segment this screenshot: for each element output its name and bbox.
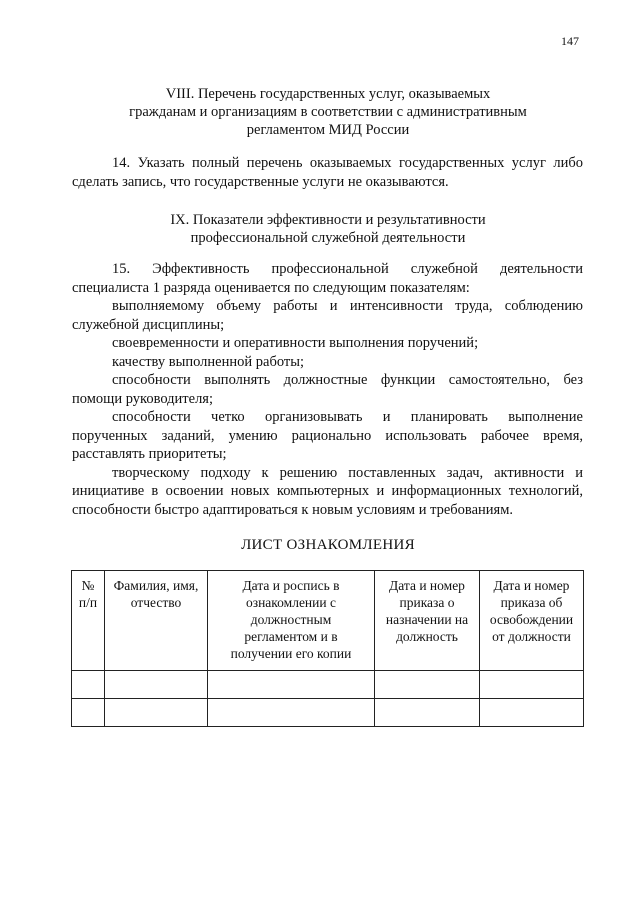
section-8-heading bbox=[60, 85, 596, 139]
header-line: ознакомлении с bbox=[246, 595, 336, 610]
header-line: отчество bbox=[130, 595, 182, 610]
acknowledgement-title: ЛИСТ ОЗНАКОМЛЕНИЯ bbox=[241, 537, 415, 553]
header-line: Дата и номер bbox=[493, 578, 570, 593]
heading-line: регламентом МИД России bbox=[246, 122, 410, 138]
table-cell bbox=[480, 671, 584, 699]
paragraph-line: способности выполнять должностные функции самостоятельно, без bbox=[112, 372, 583, 388]
header-line: Дата и роспись в bbox=[242, 578, 340, 593]
header-line: должность bbox=[396, 629, 458, 644]
page-number: 147 bbox=[561, 34, 579, 48]
header-line: п/п bbox=[78, 595, 98, 610]
paragraph-line: 15. Эффективность профессиональной служебной деятельности bbox=[112, 261, 583, 277]
heading-line: профессиональной служебной деятельности bbox=[190, 230, 466, 246]
header-line: назначении на bbox=[385, 612, 469, 627]
header-line: от должности bbox=[492, 629, 571, 644]
header-line: № bbox=[81, 578, 95, 593]
header-line: Фамилия, имя, bbox=[113, 578, 199, 593]
table-row bbox=[72, 699, 584, 727]
column-header-dismissal bbox=[480, 571, 584, 671]
column-header-number bbox=[72, 571, 105, 671]
header-line: приказа об bbox=[500, 595, 563, 610]
paragraph-line: расставлять приоритеты; bbox=[72, 446, 227, 462]
table-cell bbox=[208, 699, 375, 727]
heading-line: гражданам и организациям в соответствии с административным bbox=[129, 104, 527, 120]
paragraph-line: специалиста 1 разряда оценивается по следующим показателям: bbox=[72, 279, 470, 296]
paragraph-line: своевременности и оперативности выполнения поручений; bbox=[112, 335, 479, 351]
paragraph-line: сделать запись, что государственные услуги не оказываются. bbox=[72, 173, 449, 190]
paragraph-14 bbox=[72, 154, 583, 191]
paragraph-line: помощи руководителя; bbox=[72, 390, 213, 407]
column-header-name bbox=[105, 571, 208, 671]
header-line: должностным bbox=[250, 612, 332, 627]
paragraph-line: способности быстро адаптироваться к новым условиям и требованиям. bbox=[72, 501, 514, 518]
header-line: регламентом и в bbox=[244, 629, 338, 644]
table-cell bbox=[105, 699, 208, 727]
column-header-appointment bbox=[375, 571, 480, 671]
paragraph-15 bbox=[72, 260, 583, 519]
section-9-heading bbox=[60, 211, 596, 247]
paragraph-line: 14. Указать полный перечень оказываемых государственных услуг либо bbox=[112, 155, 583, 171]
paragraph-line: творческому подходу к решению поставленных задач, активности и bbox=[112, 464, 583, 481]
table-cell bbox=[375, 699, 480, 727]
paragraph-line: способности четко организовывать и планировать выполнение bbox=[112, 409, 583, 425]
heading-line: VIII. Перечень государственных услуг, оказываемых bbox=[165, 86, 491, 102]
paragraph-line: качеству выполненной работы; bbox=[112, 353, 304, 370]
table-cell bbox=[480, 699, 584, 727]
table-cell bbox=[105, 671, 208, 699]
table-header-row bbox=[72, 571, 584, 671]
table-row bbox=[72, 671, 584, 699]
table-cell bbox=[375, 671, 480, 699]
paragraph-line: выполняемому объему работы и интенсивности труда, соблюдению bbox=[112, 298, 583, 314]
acknowledgement-table bbox=[71, 570, 584, 727]
table-cell bbox=[72, 671, 105, 699]
table-cell bbox=[208, 671, 375, 699]
paragraph-line: порученных заданий, умению рационально использовать рабочее время, bbox=[72, 427, 583, 444]
header-line: Дата и номер bbox=[389, 578, 465, 593]
header-line: получении его копии bbox=[230, 646, 352, 661]
column-header-signature bbox=[208, 571, 375, 671]
header-line: приказа о bbox=[399, 595, 455, 610]
table-cell bbox=[72, 699, 105, 727]
paragraph-line: служебной дисциплины; bbox=[72, 316, 225, 333]
paragraph-line: инициативе в освоении новых компьютерных и информационных технологий, bbox=[72, 483, 583, 499]
heading-line: IX. Показатели эффективности и результативности bbox=[170, 212, 486, 228]
header-line: освобождении bbox=[489, 612, 574, 627]
